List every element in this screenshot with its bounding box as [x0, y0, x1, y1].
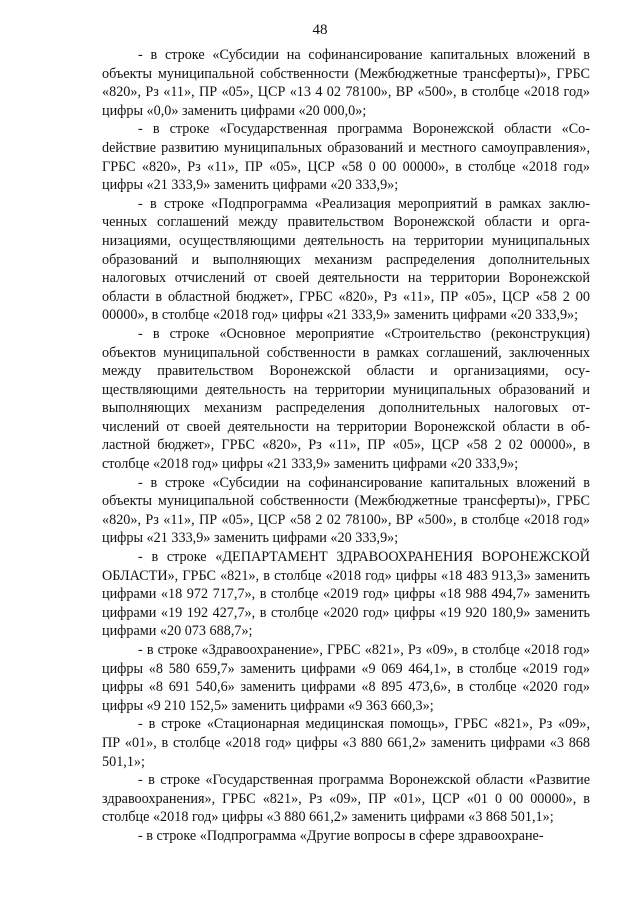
- paragraph: - в строке «Субсидии на софинансирование капитальных вложений в объекты муниципальной собственности (Межбюджетные трансферты)», ГРБС «820», Рз «11», ПР «05», ЦСР «58 2 02 78100», ВР «500», в столбце «2018 год» цифры «21 333,9» заменить цифрами «20 333,9»;: [102, 474, 590, 547]
- paragraph: - в строке «Здравоохранение», ГРБС «821», Рз «09», в столбце «2018 год» цифры «8 580 659,7» заменить цифрами «9 069 464,1», в столбце «2019 год» цифры «8 691 540,6» заменить цифрами «8 895 473,6», в столбце «2020 год» цифры «9 210 152,5» заменить цифрами «9 363 660,3»;: [102, 642, 590, 714]
- paragraph: - в строке «Государственная программа Воронежской области «Соdействие развитию муниципальных образований и местного самоуправления», ГРБС «820», Рз «11», ПР «05», ЦСР «58 0 00 00000», в столбце «2018 год» цифры «21 333,9» заменить цифрами «20 333,9»;: [102, 121, 590, 194]
- document-body: [102, 46, 590, 846]
- paragraph: - в строке «Подпрограмма «Другие вопросы в сфере здравоохране-: [138, 827, 544, 844]
- page-number: 48: [312, 22, 328, 38]
- paragraph: - в строке «ДЕПАРТАМЕНТ ЗДРАВООХРАНЕНИЯ ВОРОНЕЖСКОЙ ОБЛАСТИ», ГРБС «821», в столбце «2018 год» цифры «18 483 913,3» заменить цифрами «18 972 717,7», в столбце «2019 год» цифры «18 988 494,7» заменить цифрами «19 192 427,7», в столбце «2020 год» цифры «19 920 180,9» заменить цифрами «20 073 688,7»;: [102, 549, 590, 640]
- paragraph: - в строке «Основное мероприятие «Строительство (реконструкция) объектов муниципальной собственности в рамках соглашений, заключенных между правительством Воронежской области и организациями, осуществляющими деятельность на территории муниципальных образований и выполняющих механизм распределения дополнительных налоговых отчислений от своей деятельности на территории Воронежской области в областной бюджет», ГРБС «820», Рз «11», ПР «05», ЦСР «58 2 02 00000», в столбце «2018 год» цифры «21 333,9» заменить цифрами «20 333,9»;: [102, 325, 590, 473]
- paragraph: - в строке «Стационарная медицинская помощь», ГРБС «821», Рз «09», ПР «01», в столбце «2018 год» цифры «3 880 661,2» заменить цифрами «3 868 501,1»;: [102, 716, 590, 770]
- paragraph: - в строке «Подпрограмма «Реализация мероприятий в рамках заключенных соглашений между правительством Воронежской области и организациями, осуществляющими деятельность на территории муниципальных образований и выполняющих механизм распределения дополнительных налоговых отчислений от своей деятельности на территории Воронежской области в областной бюджет», ГРБС «820», Рз «11», ПР «05», ЦСР «58 2 00 00000», в столбце «2018 год» цифры «21 333,9» заменить цифрами «20 333,9»;: [102, 195, 590, 324]
- paragraph: - в строке «Субсидии на софинансирование капитальных вложений в объекты муниципальной собственности (Межбюджетные трансферты)», ГРБС «820», Рз «11», ПР «05», ЦСР «13 4 02 78100», ВР «500», в столбце «2018 год» цифры «0,0» заменить цифрами «20 000,0»;: [102, 47, 590, 119]
- paragraph: - в строке «Государственная программа Воронежской области «Развитие здравоохранения», ГРБС «821», Рз «09», ПР «01», ЦСР «01 0 00 00000», в столбце «2018 год» цифры «3 880 661,2» заменить цифрами «3 868 501,1»;: [102, 772, 590, 826]
